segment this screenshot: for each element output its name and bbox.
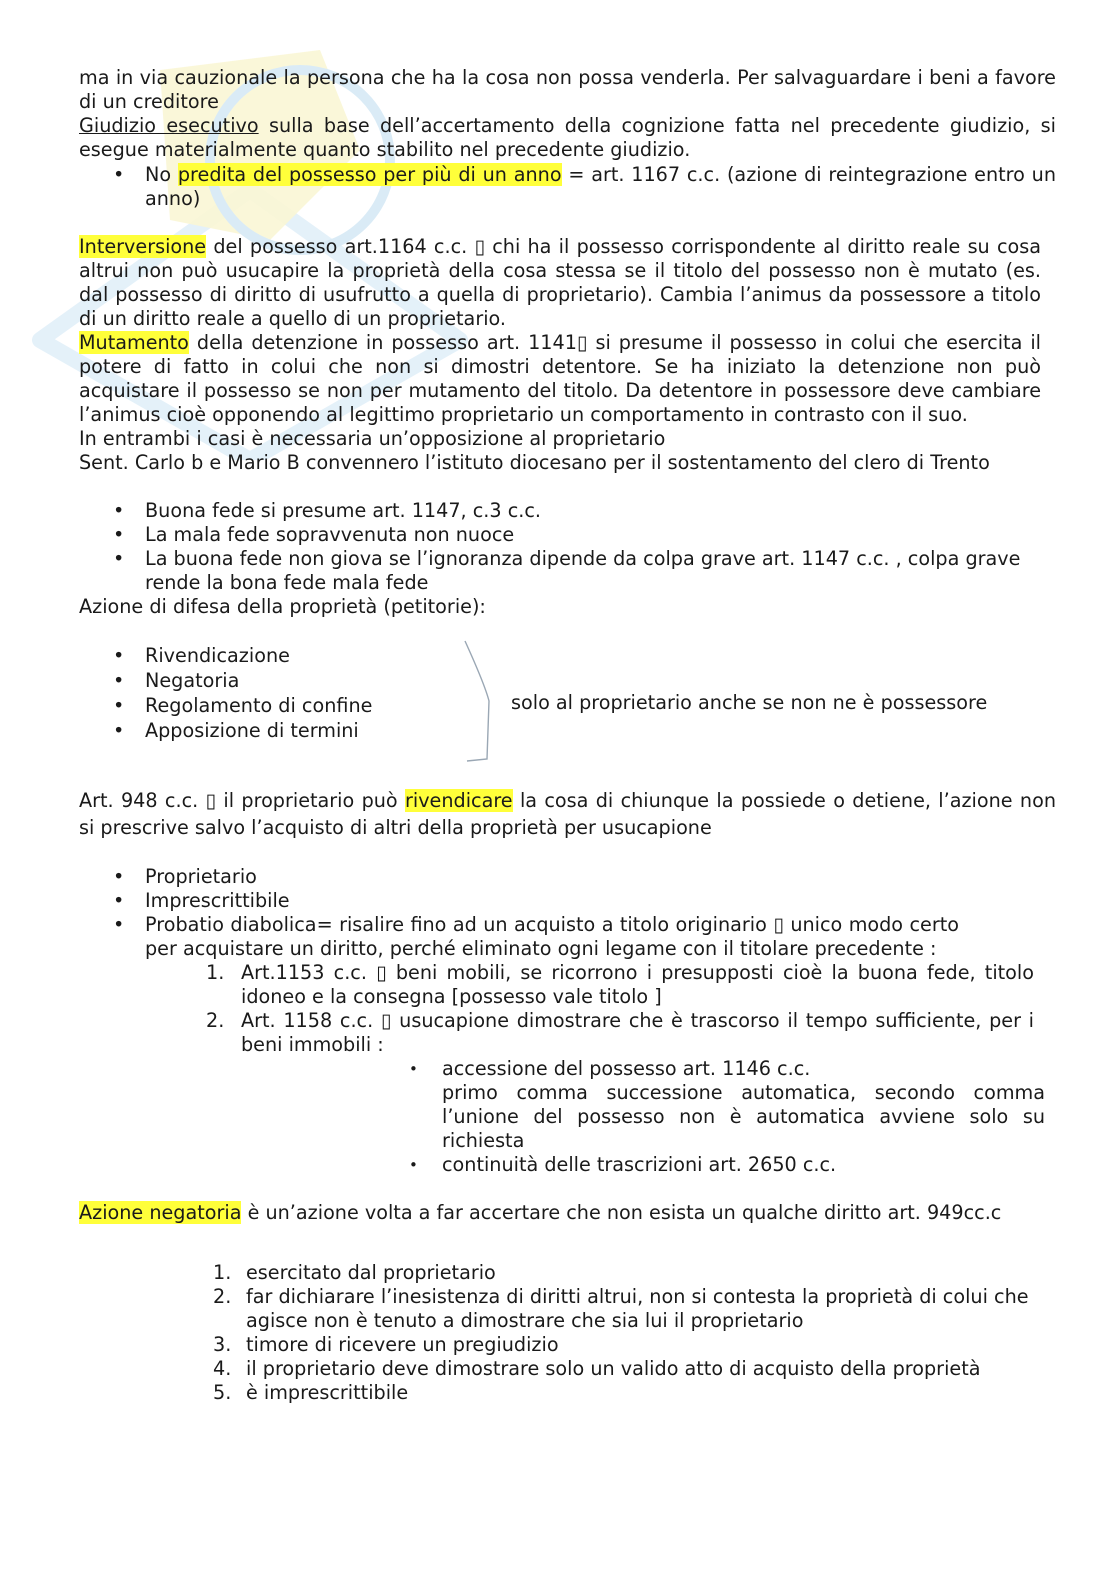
azioni-note: solo al proprietario anche se non ne è possessore [511,691,988,714]
list-item: 2. Art. 1158 c.c. ▯ usucapione dimostrare che è trascorso il tempo sufficiente, per i beni immobili : [206,1009,1034,1056]
list-item: • No predita del possesso per più di un anno = art. 1167 c.c. (azione di reintegrazione entro un anno) [79,163,1056,211]
list-item: • Proprietario [79,865,959,889]
list-probatio [79,961,1034,1057]
document-page [79,66,1056,1405]
paragraph-art-948: Art. 948 c.c. ▯ il proprietario può rivendicare la cosa di chiunque la possiede o detiene, l’azione non si prescrive salvo l’acquisto di altri della proprietà per usucapione [79,789,1056,839]
paragraph-azioni-difesa: Azione di difesa della proprietà (petitorie): [79,595,486,618]
list-item: • Regolamento di confine [79,693,1056,718]
list-item: 5. è imprescrittibile [213,1381,409,1404]
azioni-petitorie-group [79,643,1056,743]
paragraph-giudizio-esecutivo: Giudizio esecutivo sulla base dell’accertamento della cognizione fatta nel precedente giudizio, si esegue materialmente quanto stabilito nel precedente giudizio. [79,114,1056,161]
list-rivendicazione [79,865,959,961]
paragraph-interversione: Interversione del possesso art.1164 c.c. ▯ chi ha il possesso corrispondente al diritto reale su cosa altrui non può usucapire la proprietà della cosa stessa se il titolo del possesso non è mutato (es. dal possesso di diritto di usufrutto a quella di proprietario). Cambia l’animus da possessore a titolo di un diritto reale a quello di un proprietario. [79,235,1041,330]
list-item: • Probatio diabolica= risalire fino ad un acquisto a titolo originario ▯ unico modo certo per acquistare un diritto, perché eliminato ogni legame con il titolare precedente : [79,913,959,961]
list-item: • Rivendicazione [79,643,1056,668]
list-item: 4. il proprietario deve dimostrare solo un valido atto di acquisto della proprietà [213,1357,981,1380]
highlight-rivendicare: rivendicare [404,789,513,812]
highlight-mutamento: Mutamento [79,331,189,354]
list-perdita-possesso [79,163,1056,211]
paragraph-cauzionale: ma in via cauzionale la persona che ha la cosa non possa venderla. Per salvaguardare i beni a favore di un creditore [79,66,1056,113]
highlight-interversione: Interversione [79,235,207,258]
list-item: • La mala fede sopravvenuta non nuoce [79,523,1029,547]
list-item: • Apposizione di termini [79,718,1056,743]
list-item: 2. far dichiarare l’inesistenza di diritti altrui, non si contesta la proprietà di colui che agisce non è tenuto a dimostrare che sia lui il proprietario [213,1285,1029,1332]
list-item: • accessione del possesso art. 1146 c.c. primo comma successione automatica, secondo comma l’unione del possesso non è automatica avviene solo su richiesta [79,1057,1045,1153]
list-item: • continuità delle trascrizioni art. 2650 c.c. [79,1153,1045,1177]
list-item: 1. Art.1153 c.c. ▯ beni mobili, se ricorrono i presupposti cioè la buona fede, titolo idoneo e la consegna [possesso vale titolo ] [206,961,1034,1008]
term-giudizio-esecutivo: Giudizio esecutivo [79,114,259,137]
list-item: 3. timore di ricevere un pregiudizio [213,1333,559,1356]
paragraph-mutamento: Mutamento della detenzione in possesso art. 1141▯ si presume il possesso in colui che esercita il potere di fatto in colui che non si dimostri detentore. Se ha iniziato la detenzione non può acquistare il possesso se non per mutamento del titolo. Da detentore in possessore deve cambiare l’animus cioè opponendo al legittimo proprietario un comportamento in contrasto con il suo. [79,331,1041,426]
list-negatoria [79,1261,1039,1405]
right-brace-icon [459,639,495,763]
list-buona-fede [79,499,1029,595]
list-item: • Negatoria [79,668,1056,693]
list-item: • La buona fede non giova se l’ignoranza dipende da colpa grave art. 1147 c.c. , colpa grave rende la bona fede mala fede [79,547,1029,595]
list-item: • Buona fede si presume art. 1147, c.3 c.c. [79,499,1029,523]
paragraph-entrambi: In entrambi i casi è necessaria un’opposizione al proprietario [79,427,666,450]
list-beni-immobili [79,1057,1045,1177]
paragraph-sentenza: Sent. Carlo b e Mario B convennero l’istituto diocesano per il sostentamento del clero di Trento [79,451,990,474]
highlight-perdita: predita del possesso per più di un anno [177,163,562,186]
paragraph-azione-negatoria: Azione negatoria è un’azione volta a far accertare che non esista un qualche diritto art. 949cc.c [79,1201,1002,1224]
list-item: 1. esercitato dal proprietario [213,1261,496,1284]
list-item: • Imprescrittibile [79,889,959,913]
highlight-azione-negatoria: Azione negatoria [79,1201,242,1224]
